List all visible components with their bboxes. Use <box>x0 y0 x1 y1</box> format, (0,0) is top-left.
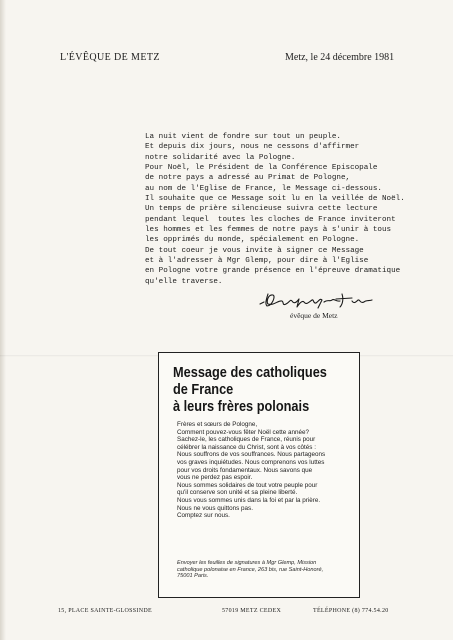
message-line: Frères et sœurs de Pologne, <box>177 421 258 428</box>
note-line: Envoyer les feuilles de signatures à Mgr Glemp, Mission <box>177 560 317 566</box>
message-line: vous ne perdez pas espoir. <box>177 474 253 482</box>
letter-line: les hommes et les femmes de notre pays à s'unir à tous <box>145 226 392 235</box>
handwritten-signature <box>256 290 376 312</box>
letter-line: de notre pays a adressé au Primat de Pologne, <box>145 174 351 183</box>
letter-line: Pour Noël, le Président de la Conférence Episcopale <box>145 164 378 173</box>
message-line: vos graves inquiétudes. Nous comprenons vos luttes <box>177 458 325 466</box>
message-title-line: à leurs frères polonais <box>173 399 310 415</box>
message-title-line: Message des catholiques <box>173 365 327 381</box>
letterhead-sender: L'ÉVÊQUE DE METZ <box>60 52 160 63</box>
message-title-line: de France <box>173 382 234 398</box>
message-line: Nous souffrons de vos souffrances. Nous partageons <box>177 451 326 459</box>
letter-line: pendant lequel toutes les cloches de France inviteront <box>145 215 396 224</box>
message-line: Comptez sur nous. <box>177 512 230 520</box>
message-line: Nous vous sommes unis dans la foi et par la prière. <box>177 496 321 504</box>
message-line: pour vos droits fondamentaux. Nous savons que <box>177 466 313 474</box>
message-line: Nous ne vous quittons pas. <box>177 504 253 512</box>
message-line: célébrer la naissance du Christ, sont à vos côtés : <box>177 443 316 451</box>
letter-date: Metz, le 24 décembre 1981 <box>285 52 395 63</box>
letter-line: et à l'adresser à Mgr Glemp, pour dire à l'Eglise <box>145 257 369 266</box>
page-edge-shadow <box>0 0 6 640</box>
letter-line: au nom de l'Eglise de France, le Message ci-dessous. <box>145 184 382 193</box>
letter-line: De tout coeur je vous invite à signer ce Message <box>145 246 364 255</box>
message-box <box>158 352 360 598</box>
message-line: Nous sommes solidaires de tout votre peuple pour <box>177 481 318 489</box>
letter-line: qu'elle traverse. <box>145 277 223 286</box>
message-mailing-note <box>177 560 352 580</box>
letter-line: Un temps de prière silencieuse suivra cette lecture <box>145 205 378 214</box>
note-line: 75001 Paris. <box>177 573 209 580</box>
letter-line: notre solidarité avec la Pologne. <box>145 153 296 162</box>
letter-line: Il souhaite que ce Message soit lu en la veillée de Noël. <box>145 195 405 204</box>
message-line: qu'il conserve son unité et sa pleine liberté. <box>177 489 298 497</box>
letter-body <box>145 132 435 287</box>
message-line: Comment pouvez-vous fêter Noël cette année? <box>177 428 309 436</box>
letter-line: en Pologne votre grande présence en l'épreuve dramatique <box>145 267 401 276</box>
note-line: catholique polonaise en France, 263 bis, rue Saint-Honoré, <box>177 566 324 573</box>
signature-caption: évêque de Metz <box>290 311 338 320</box>
letter-line: les opprimés du monde, spécialement en Pologne. <box>145 236 360 245</box>
footer-city: 57019 METZ CEDEX <box>222 608 282 614</box>
footer-phone: TÉLÉPHONE (8) 774.54.20 <box>313 608 389 614</box>
message-line: Sachez-le, les catholiques de France, réunis pour <box>177 436 316 444</box>
message-body <box>177 421 349 520</box>
message-title <box>173 365 331 416</box>
letter-line: Et depuis dix jours, nous ne cessons d'affirmer <box>145 143 360 152</box>
footer-address: 15, PLACE SAINTE-GLOSSINDE <box>58 608 152 614</box>
letter-line: La nuit vient de fondre sur tout un peuple. <box>145 133 341 141</box>
